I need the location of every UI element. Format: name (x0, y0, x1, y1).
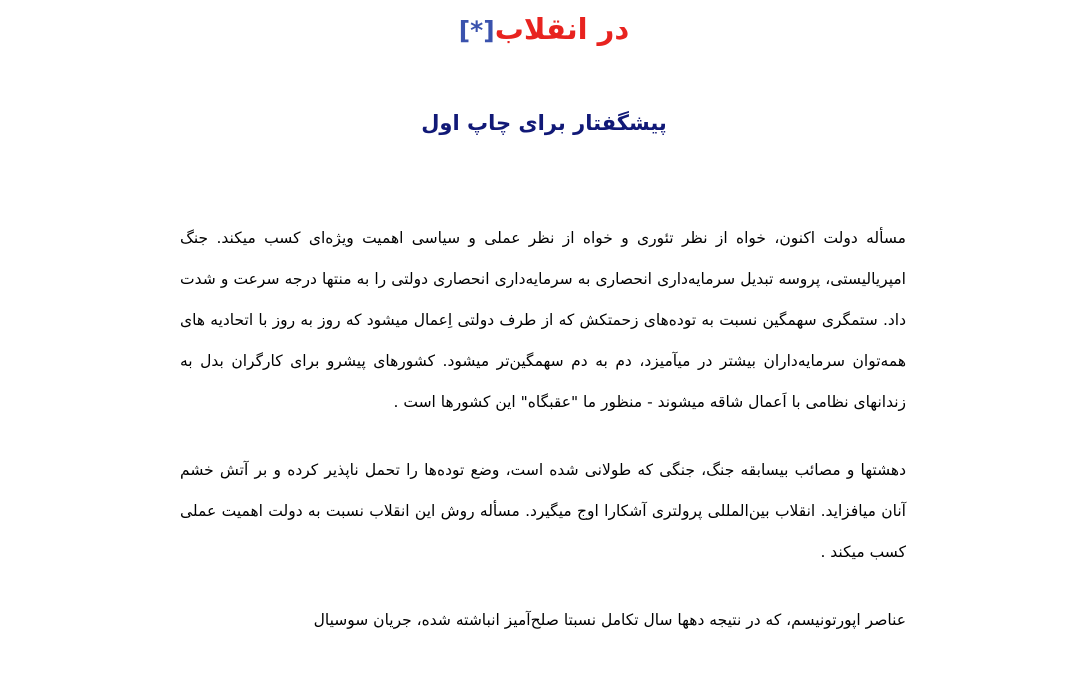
body-text (180, 218, 906, 668)
document-title (0, 4, 1088, 56)
section-heading: پیشگفتار برای چاپ اول (421, 111, 667, 135)
paragraph: دهشتها و مصائب بیسابقه جنگ، جنگی که طولانی شده است، وضع توده‌ها را تحمل ناپذیر کرده و بر آتش خشم آنان میافزاید. انقلاب بین‌المللی پرولتری آشکارا اوج میگیرد. مسأله روش این انقلاب نسبت به دولت اهمیت عملی کسب میکند . (180, 461, 906, 561)
title-text: در انقلاب (494, 12, 630, 46)
footnote-link[interactable]: [*] (458, 16, 495, 45)
paragraph: عناصر اپورتونیسم، که در نتیجه دهها سال تکامل نسبتا صلح‌آمیز انباشته شده، جریان سوسیال (313, 611, 906, 629)
paragraph: مسأله دولت اکنون، خواه از نظر تئوری و خواه از نظر عملی و سیاسی اهمیت ویژه‌ای کسب میکند. جنگ امپریالیستی، پروسه تبدیل سرمایه‌داری انحصاری به سرمایه‌داری انحصاری دولتی را به منتها درجه سرعت و شدت داد. ستمگری سهمگین نسبت به توده‌های زحمتکش که از طرف دولتی اِعمال میشود که روز به روز با اتحادیه های همه‌توان سرمایه‌داران بیشتر در میآمیزد، دم به دم سهمگین‌تر میشود. کشورهای پیشرو برای کارگران بدل به زندانهای نظامی با اَعمال شاقه میشوند - منظور ما "عقبگاه" این کشورها است . (180, 229, 906, 411)
